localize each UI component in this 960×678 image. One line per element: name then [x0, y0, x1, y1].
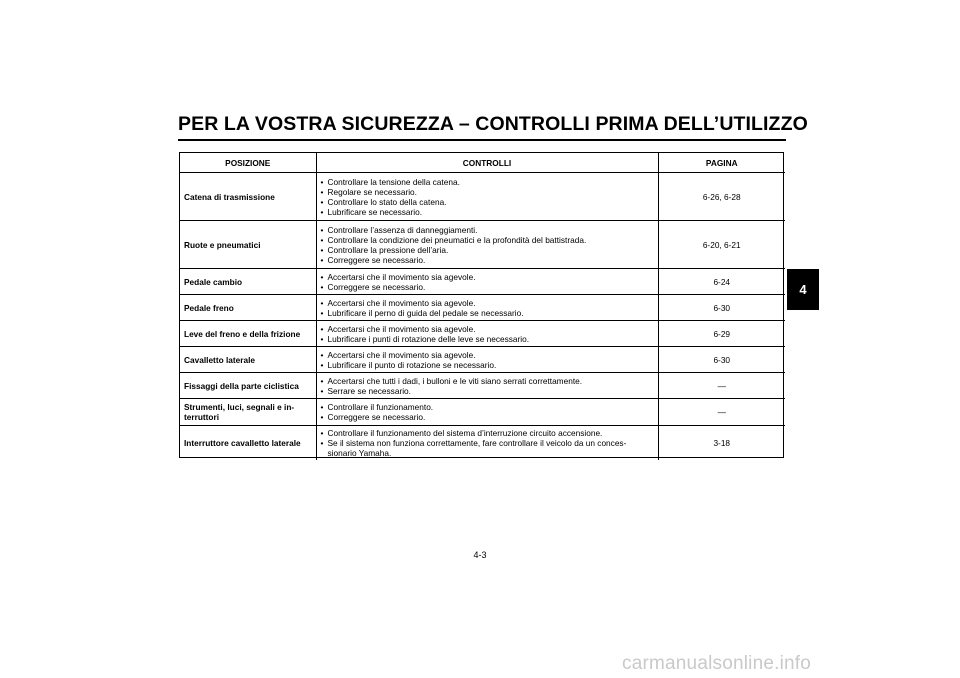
check-item: • Lubrificare i punti di rotazione delle leve se necessario. [321, 334, 654, 344]
row-checks [316, 321, 658, 347]
row-page: 6-24 [658, 269, 785, 295]
check-item: • Accertarsi che tutti i dadi, i bulloni e le viti siano serrati correttamente. [321, 376, 654, 386]
check-item: • Controllare lo stato della catena. [321, 197, 654, 207]
row-page: 6-26, 6-28 [658, 173, 785, 221]
check-item: • Correggere se necessario. [321, 255, 654, 265]
table-header-row [180, 153, 785, 173]
row-page: 6-20, 6-21 [658, 221, 785, 269]
row-page: — [658, 399, 785, 426]
page-number: 4-3 [473, 550, 487, 560]
pre-ride-checklist-table [179, 152, 784, 458]
header-checks: CONTROLLI [316, 153, 658, 173]
row-position: Interruttore cavalletto laterale [180, 426, 316, 460]
row-checks [316, 399, 658, 426]
row-checks [316, 221, 658, 269]
row-position: Pedale cambio [180, 269, 316, 295]
chapter-tab: 4 [787, 269, 819, 310]
check-item: • Controllare la condizione dei pneumatici e la profondità del battistrada. [321, 235, 654, 245]
check-item: • Accertarsi che il movimento sia agevole. [321, 350, 654, 360]
row-page: 3-18 [658, 426, 785, 460]
table-row [180, 426, 785, 460]
row-checks [316, 173, 658, 221]
page-title: PER LA VOSTRA SICUREZZA – CONTROLLI PRIMA DELL’UTILIZZO [178, 113, 808, 135]
check-item: • Lubrificare il punto di rotazione se necessario. [321, 360, 654, 370]
check-item: • Controllare il funzionamento. [321, 402, 654, 412]
row-checks [316, 373, 658, 399]
check-item: • Regolare se necessario. [321, 187, 654, 197]
row-page: — [658, 373, 785, 399]
table-row [180, 321, 785, 347]
check-item: • Controllare l’assenza di danneggiamenti. [321, 225, 654, 235]
row-checks [316, 426, 658, 460]
table-row [180, 221, 785, 269]
row-position: Fissaggi della parte ciclistica [180, 373, 316, 399]
row-page: 6-29 [658, 321, 785, 347]
header-position: POSIZIONE [180, 153, 316, 173]
table-row [180, 173, 785, 221]
check-item: • Controllare la pressione dell’aria. [321, 245, 654, 255]
watermark: carmanualsonline.info [622, 653, 812, 674]
row-position: Leve del freno e della frizione [180, 321, 316, 347]
row-checks [316, 347, 658, 373]
check-item: • Lubrificare se necessario. [321, 207, 654, 217]
row-position-line: Strumenti, luci, segnali e in- [184, 402, 295, 412]
check-item: • Correggere se necessario. [321, 412, 654, 422]
table-row [180, 269, 785, 295]
row-position-line: terruttori [184, 412, 220, 422]
check-item: • Lubrificare il perno di guida del pedale se necessario. [321, 308, 654, 318]
table-row [180, 399, 785, 426]
table-row [180, 373, 785, 399]
row-checks [316, 295, 658, 321]
check-item: • Accertarsi che il movimento sia agevole. [321, 272, 654, 282]
table-row [180, 295, 785, 321]
row-page: 6-30 [658, 347, 785, 373]
row-page: 6-30 [658, 295, 785, 321]
check-item: • Controllare il funzionamento del sistema d’interruzione circuito accensione. [321, 428, 654, 438]
title-rule [178, 139, 786, 141]
row-position [180, 399, 316, 426]
check-item: • Controllare la tensione della catena. [321, 177, 654, 187]
row-position: Cavalletto laterale [180, 347, 316, 373]
check-item: • Accertarsi che il movimento sia agevole. [321, 298, 654, 308]
check-item: • Se il sistema non funziona correttamente, fare controllare il veicolo da un conces- sionario Yamaha. [321, 438, 654, 458]
header-page: PAGINA [658, 153, 785, 173]
row-position: Pedale freno [180, 295, 316, 321]
row-position: Ruote e pneumatici [180, 221, 316, 269]
table-row [180, 347, 785, 373]
row-position: Catena di trasmissione [180, 173, 316, 221]
check-item: • Correggere se necessario. [321, 282, 654, 292]
check-item: • Serrare se necessario. [321, 386, 654, 396]
row-checks [316, 269, 658, 295]
check-item: • Accertarsi che il movimento sia agevole. [321, 324, 654, 334]
